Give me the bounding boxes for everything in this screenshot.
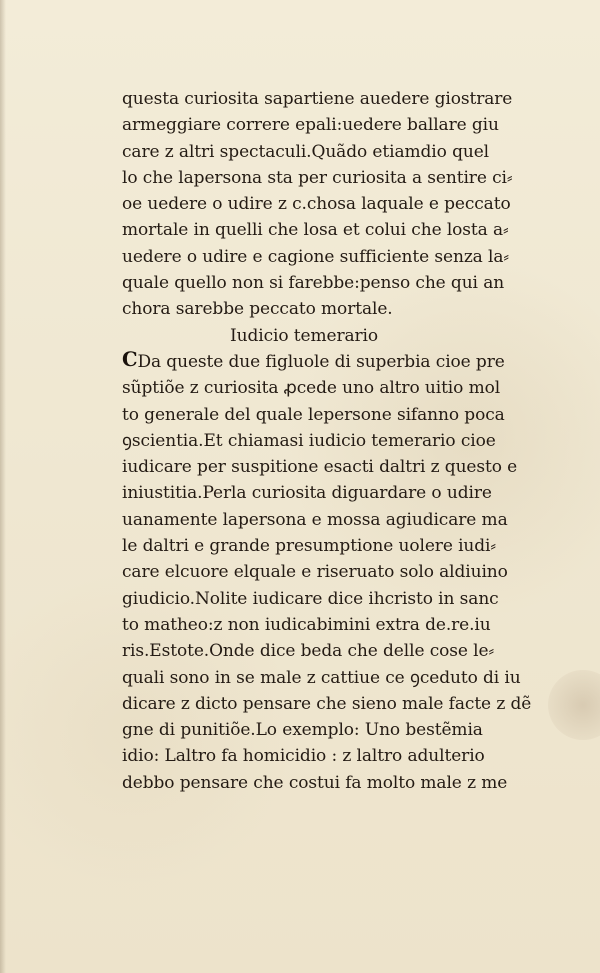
paper-stain: [548, 670, 600, 740]
text-line: oe uedere o udire z c.chosa laquale e peccato: [122, 194, 511, 215]
text-line: care z altri spectaculi.Quãdo etiamdio quel: [122, 141, 489, 162]
main-text-block: [122, 86, 542, 796]
text-line: to matheo:z non iudicabimini extra de.re.iu: [122, 614, 491, 635]
text-line: quale quello non si farebbe:penso che qui an: [122, 273, 505, 294]
text-line: Da queste due figluole di superbia cioe pre: [137, 351, 505, 372]
page-fold-shadow: [0, 0, 6, 973]
text-line: chora sarebbe peccato mortale.: [122, 299, 393, 320]
text-line: questa curiosita sapartiene auedere giostrare: [122, 89, 513, 109]
text-line: gne di punitiõe.Lo exemplo: Uno bestẽmia: [122, 720, 483, 741]
text-line: sũptiõe z curiosita ꝓcede uno altro uitio mol: [122, 378, 501, 399]
text-line-with-initial: [122, 349, 542, 375]
text-line: lo che lapersona sta per curiosita a sentire ci⸗: [122, 167, 513, 188]
text-line: care elcuore elquale e riseruato solo aldiuino: [122, 562, 508, 583]
text-line: armeggiare correre epali:uedere ballare giu: [122, 115, 499, 136]
text-line: uedere o udire e cagione sufficiente senza la⸗: [122, 246, 509, 267]
text-line: iniustitia.Perla curiosita diguardare o udire: [122, 483, 492, 504]
text-line: idio: Laltro fa homicidio : z laltro adulterio: [122, 746, 485, 767]
text-line: ris.Estote.Onde dice beda che delle cose le⸗: [122, 641, 495, 662]
text-line: dicare z dicto pensare che sieno male facte z dẽ: [122, 693, 532, 714]
section-heading: Iudicio temerario: [230, 325, 379, 346]
text-line: debbo pensare che costui fa molto male z me: [122, 772, 508, 793]
text-line: quali sono in se male z cattiue ce ꝯceduto di iu: [122, 667, 521, 688]
decorated-initial: C: [122, 348, 138, 372]
text-line: le daltri e grande presumptione uolere iudi⸗: [122, 536, 496, 557]
text-line: to generale del quale lepersone sifanno poca: [122, 404, 505, 425]
text-line: uanamente lapersona e mossa agiudicare ma: [122, 509, 508, 530]
text-line: ꝯscientia.Et chiamasi iudicio temerario cioe: [122, 430, 496, 451]
text-line: mortale in quelli che losa et colui che losta a⸗: [122, 220, 509, 241]
text-line: giudicio.Nolite iudicare dice ihcristo in sanc: [122, 588, 499, 609]
text-line: iudicare per suspitione esacti daltri z questo e: [122, 457, 518, 478]
